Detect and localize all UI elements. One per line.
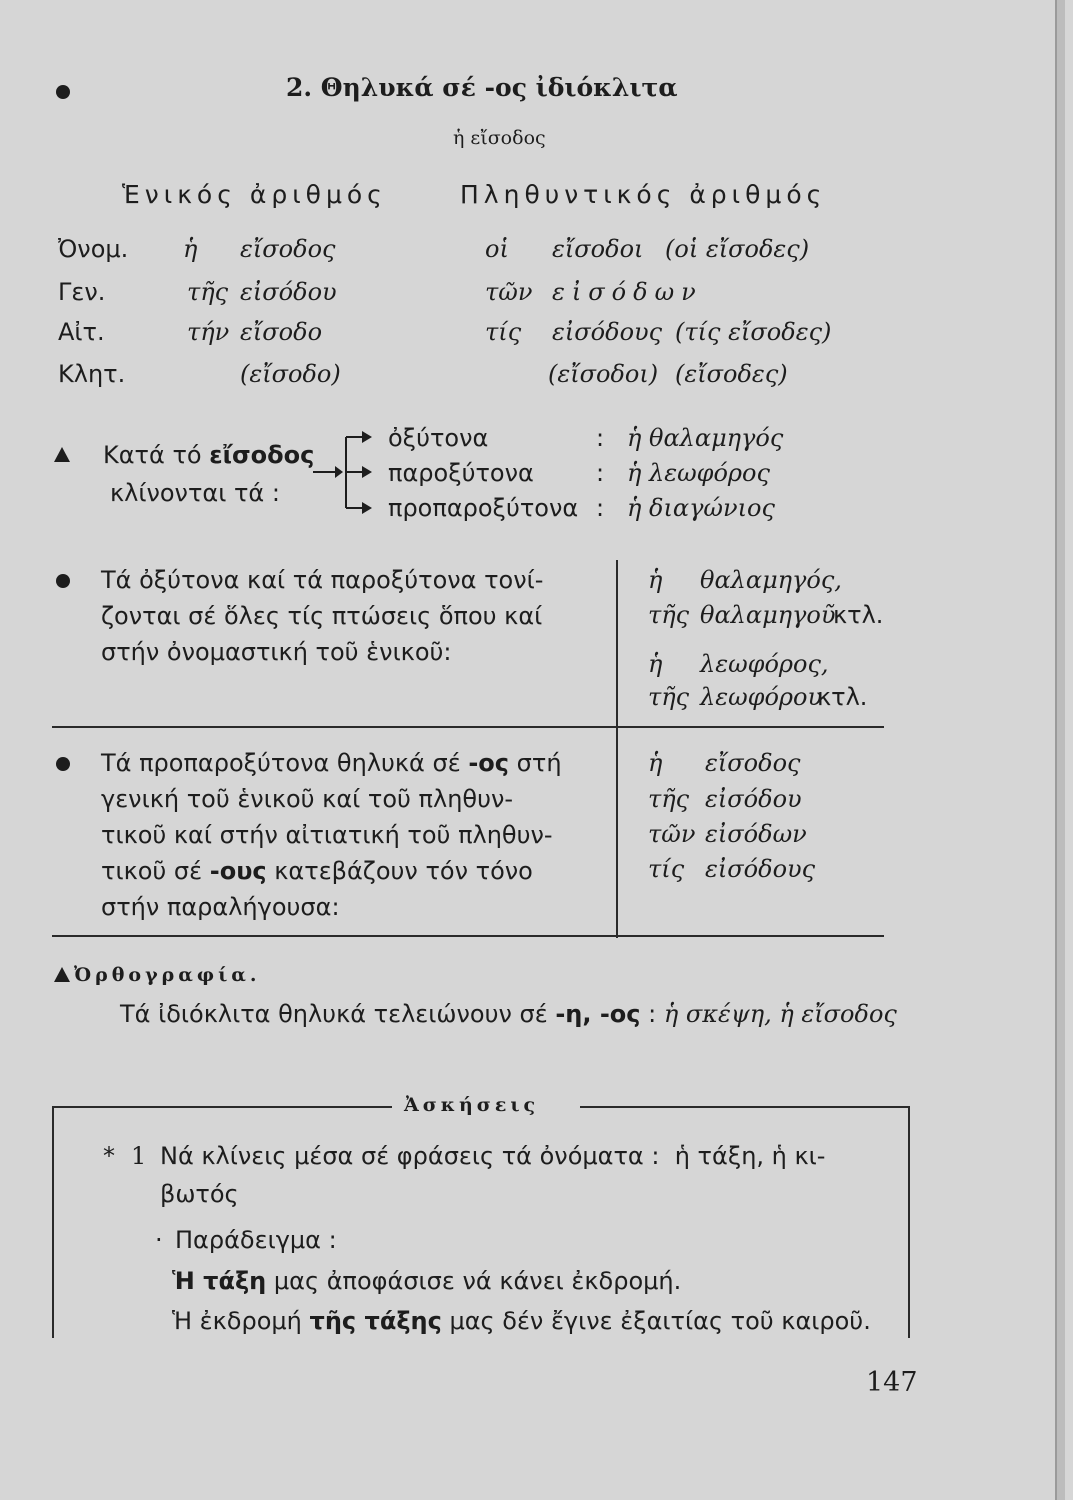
pl-article: τίς bbox=[485, 318, 522, 346]
pl-form: εἰσόδων bbox=[552, 278, 703, 306]
example-noun: ἡ εἴσοδος bbox=[453, 127, 546, 149]
example-form: εἰσόδων bbox=[705, 820, 807, 848]
pl-form: (εἴσοδοι) bbox=[548, 360, 659, 388]
rule1-line: στήν ὀνομαστική τοῦ ἑνικοῦ: bbox=[101, 638, 452, 666]
section-title: 2. Θηλυκά σέ -ος ἰδιόκλιτα bbox=[286, 73, 678, 102]
sg-form: εἴσοδο bbox=[240, 318, 323, 346]
rule2-text: τικοῦ σέ bbox=[101, 857, 203, 885]
bracket-arrows-icon bbox=[310, 420, 380, 520]
sg-article: ἡ bbox=[183, 235, 198, 263]
rule2-line3: τικοῦ καί στήν αἰτιατική τοῦ πληθυν- bbox=[101, 821, 553, 849]
exercise-number: 1 bbox=[131, 1142, 147, 1170]
example-form: λεωφόρος, bbox=[700, 650, 829, 678]
example-form: εἰσόδου bbox=[705, 785, 802, 813]
exercises-box-top-left bbox=[52, 1106, 392, 1108]
exercise-instruction-cont: βωτός bbox=[160, 1180, 239, 1208]
example-article: τῆς bbox=[648, 785, 690, 813]
pl-article: τῶν bbox=[485, 278, 533, 306]
triangle-marker-icon bbox=[54, 447, 70, 462]
rule2-line2: γενική τοῦ ἑνικοῦ καί τοῦ πληθυν- bbox=[101, 785, 514, 813]
example-article: τίς bbox=[648, 855, 685, 883]
pattern-lead-noun: εἴσοδος bbox=[209, 441, 315, 469]
rule2-text: Τά προπαροξύτονα θηλυκά σέ bbox=[101, 749, 461, 777]
exercise-star: * bbox=[103, 1142, 115, 1170]
pattern-lead bbox=[103, 441, 314, 469]
sg-form: εἴσοδος bbox=[240, 235, 336, 263]
page-number: 147 bbox=[866, 1367, 918, 1398]
accent-type-colon: : bbox=[596, 494, 605, 522]
pl-alt-form: (τίς εἴσοδες) bbox=[675, 318, 832, 346]
rule1-line: Τά ὀξύτονα καί τά παροξύτονα τονί- bbox=[101, 566, 544, 594]
rule2-ending: -ους bbox=[209, 857, 267, 885]
example-etc: κτλ. bbox=[817, 683, 868, 711]
page-edge bbox=[1055, 0, 1065, 1500]
example-form: θαλαμηγός, bbox=[700, 566, 842, 594]
rule2-ending: -ος bbox=[468, 749, 510, 777]
orthography-colon: : bbox=[648, 1000, 657, 1028]
accent-type-example: ἡ διαγώνιος bbox=[627, 494, 775, 522]
example-bold-phrase: Ἡ τάξη bbox=[172, 1267, 267, 1295]
rule2-text: κατεβάζουν τόν τόνο bbox=[274, 857, 533, 885]
example-sentence-2 bbox=[172, 1307, 871, 1335]
pl-form: εἴσοδοι bbox=[552, 235, 644, 263]
example-bullet: · bbox=[155, 1226, 163, 1254]
example-article: ἡ bbox=[648, 566, 663, 594]
rule-table-divider bbox=[616, 560, 618, 938]
case-label: Αἰτ. bbox=[58, 318, 105, 346]
pattern-lead-line2: κλίνονται τά : bbox=[110, 479, 280, 507]
triangle-marker-icon bbox=[54, 967, 70, 982]
rule-table-rule bbox=[52, 726, 884, 728]
example-sentence-1 bbox=[172, 1267, 681, 1295]
pl-form: εἰσόδους bbox=[552, 318, 663, 346]
singular-header: Ἑνικός ἀριθμός bbox=[122, 180, 387, 209]
example-form: θαλαμηγοῦ bbox=[700, 601, 836, 629]
exercises-box-right bbox=[908, 1106, 910, 1338]
orthography-text: Τά ἰδιόκλιτα θηλυκά τελειώνουν σέ bbox=[120, 1000, 548, 1028]
example-text: μας ἀποφάσισε νά κάνει ἐκδρομή. bbox=[273, 1267, 682, 1295]
case-label: Ὀνομ. bbox=[58, 235, 129, 263]
rule-table-rule bbox=[52, 935, 884, 937]
example-text: Ἡ ἐκδρομή bbox=[172, 1307, 302, 1335]
pattern-lead-text: Κατά τό bbox=[103, 441, 202, 469]
exercises-title: Ἀσκήσεις bbox=[404, 1094, 540, 1116]
accent-type-example: ἡ θαλαμηγός bbox=[627, 424, 784, 452]
rule2-line5: στήν παραλήγουσα: bbox=[101, 893, 340, 921]
bullet-icon bbox=[56, 757, 70, 771]
sg-article: τήν bbox=[187, 318, 230, 346]
example-article: τῆς bbox=[648, 601, 690, 629]
bullet-icon bbox=[56, 574, 70, 588]
rule2-text: στή bbox=[516, 749, 562, 777]
example-bold-phrase: τῆς τάξης bbox=[309, 1307, 442, 1335]
pl-article: οἱ bbox=[485, 235, 509, 263]
example-label: Παράδειγμα : bbox=[175, 1226, 337, 1254]
case-label: Γεν. bbox=[58, 278, 106, 306]
pl-alt-form: (οἱ εἴσοδες) bbox=[665, 235, 810, 263]
example-etc: κτλ. bbox=[833, 601, 884, 629]
rule2-line1 bbox=[101, 746, 562, 781]
pl-alt-form: (εἴσοδες) bbox=[675, 360, 788, 388]
sg-article: τῆς bbox=[187, 278, 229, 306]
case-label: Κλητ. bbox=[58, 360, 126, 388]
example-article: ἡ bbox=[648, 650, 663, 678]
example-form: εἴσοδος bbox=[705, 749, 801, 777]
example-form: λεωφόρου bbox=[700, 683, 823, 711]
sg-form: (εἴσοδο) bbox=[240, 360, 341, 388]
exercises-box-top-right bbox=[580, 1106, 910, 1108]
example-text: μας δέν ἔγινε ἐξαιτίας τοῦ καιροῦ. bbox=[449, 1307, 871, 1335]
accent-type-label: παροξύτονα bbox=[388, 459, 534, 487]
example-form: εἰσόδους bbox=[705, 855, 816, 883]
rule2-line4 bbox=[101, 854, 533, 889]
bullet-icon bbox=[56, 85, 70, 99]
plural-header: Πληθυντικός ἀριθμός bbox=[460, 180, 827, 209]
orthography-rule bbox=[120, 1000, 897, 1028]
exercise-instruction: Νά κλίνεις μέσα σέ φράσεις τά ὀνόματα : ἡ τάξη, ἡ κι- bbox=[160, 1142, 826, 1170]
example-article: ἡ bbox=[648, 749, 663, 777]
accent-type-colon: : bbox=[596, 459, 605, 487]
orthography-title: Ὀρθογραφία. bbox=[74, 964, 261, 986]
example-article: τῆς bbox=[648, 683, 690, 711]
exercises-box-left bbox=[52, 1106, 54, 1338]
accent-type-label: προπαροξύτονα bbox=[388, 494, 579, 522]
example-article: τῶν bbox=[648, 820, 696, 848]
orthography-endings: -η, -ος bbox=[555, 1000, 641, 1028]
accent-type-label: ὀξύτονα bbox=[388, 424, 489, 452]
accent-type-example: ἡ λεωφόρος bbox=[627, 459, 770, 487]
sg-form: εἰσόδου bbox=[240, 278, 337, 306]
orthography-examples: ἡ σκέψη, ἡ εἴσοδος bbox=[663, 1000, 897, 1028]
rule1-line: ζονται σέ ὅλες τίς πτώσεις ὅπου καί bbox=[101, 602, 543, 630]
accent-type-colon: : bbox=[596, 424, 605, 452]
